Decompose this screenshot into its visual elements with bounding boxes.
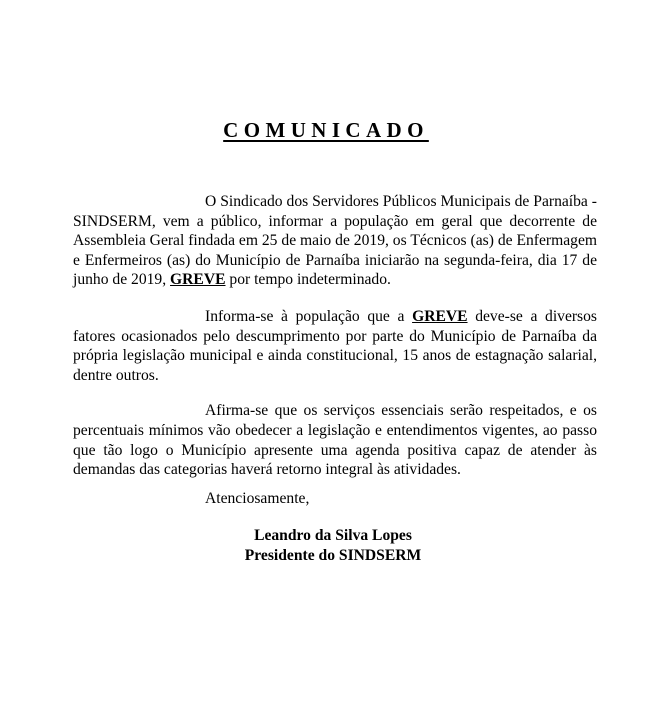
- strike-emphasis-1: GREVE: [170, 271, 226, 289]
- paragraph-strike-announcement: [73, 192, 597, 290]
- signature-block: [0, 526, 652, 566]
- document-title: COMUNICADO: [223, 118, 429, 142]
- paragraph-strike-reasons: [73, 307, 597, 385]
- signatory-role: Presidente do SINDSERM: [244, 547, 422, 564]
- paragraph-essential-services: Afirma-se que os serviços essenciais serão respeitados, e os percentuais mínimos vão obedecer a legislação e entendimentos vigentes, ao passo que tão logo o Município apresente uma agenda positiva capaz de atender às demandas das categorias haverá retorno integral às atividades.: [73, 402, 597, 479]
- closing-salutation: Atenciosamente,: [205, 490, 310, 507]
- document-body: [73, 192, 597, 480]
- paragraph-2-text: Informa-se à população que a: [205, 307, 413, 325]
- paragraph-2-ending: deve-se a diversos fatores ocasionados pelo descumprimento por parte do Município de Parnaíba da própria legislação municipal e ainda constitucional, 15 anos de estagnação salarial, dentre outros.: [73, 307, 597, 384]
- paragraph-1-text: O Sindicado dos Servidores Públicos Municipais de Parnaíba - SINDSERM, vem a público, informar a população em geral que decorrente de Assembleia Geral findada em 25 de maio de 2019, os Técnicos (as) de Enfermagem e Enfermeiros (as) do Município de Parnaíba iniciarão na segunda-feira, dia 17 de junho de 2019,: [73, 193, 597, 289]
- paragraph-1-ending: por tempo indeterminado.: [225, 271, 391, 289]
- signatory-name: Leandro da Silva Lopes: [254, 527, 412, 544]
- strike-emphasis-2: GREVE: [412, 307, 468, 325]
